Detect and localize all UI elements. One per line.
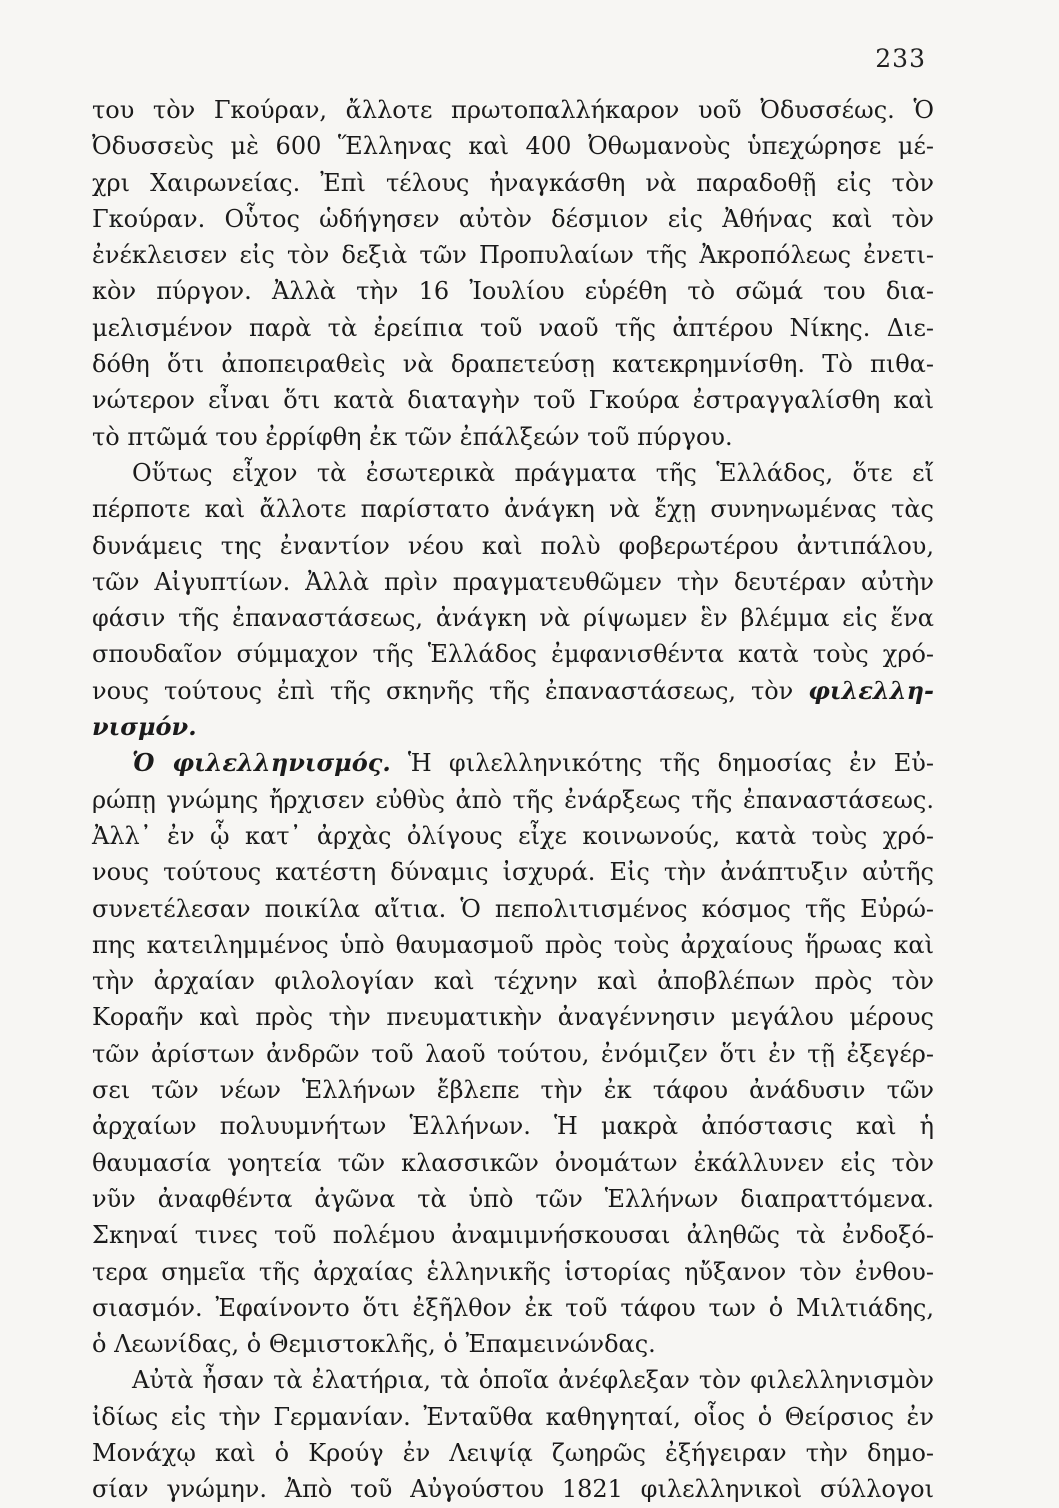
text-line: πης κατειλημμένος ὑπὸ θαυμασμοῦ πρὸς τοὺς ἀρχαίους ἥρωας καὶ bbox=[92, 930, 934, 959]
text-line: τῶν Αἰγυπτίων. Ἀλλὰ πρὶν πραγματευθῶμεν τὴν δευτέραν αὐτὴν bbox=[92, 567, 934, 596]
text-line: χρι Χαιρωνείας. Ἐπὶ τέλους ἠναγκάσθη νὰ παραδοθῇ εἰς τὸν bbox=[92, 168, 934, 197]
text-line bbox=[92, 709, 934, 745]
text-line: ἰδίως εἰς τὴν Γερμανίαν. Ἐνταῦθα καθηγηταί, οἷος ὁ Θείρσιος ἐν bbox=[92, 1402, 934, 1431]
text-line: τὴν ἀρχαίαν φιλολογίαν καὶ τέχνην καὶ ἀποβλέπων πρὸς τὸν bbox=[92, 967, 934, 996]
text-line: νῦν ἀναφθέντα ἀγῶνα τὰ ὑπὸ τῶν Ἑλλήνων διαπραττόμενα. bbox=[92, 1184, 934, 1213]
text-line: Ὀδυσσεὺς μὲ 600 Ἕλληνας καὶ 400 Ὀθωμανοὺς ὑπεχώρησε μέ- bbox=[92, 132, 934, 161]
text-line: Μονάχῳ καὶ ὁ Κρούγ ἐν Λειψίᾳ ζωηρῶς ἐξήγειραν τὴν δημο- bbox=[92, 1438, 934, 1467]
text-line: σιασμόν. Ἐφαίνοντο ὅτι ἐξῆλθον ἐκ τοῦ τάφου των ὁ Μιλτιάδης, bbox=[92, 1293, 934, 1322]
text-line: σπουδαῖον σύμμαχον τῆς Ἑλλάδος ἐμφανισθέντα κατὰ τοὺς χρό- bbox=[92, 640, 934, 669]
emphasized-term: φιλελλη- bbox=[808, 675, 934, 705]
text-line: Γκούραν. Οὗτος ὡδήγησεν αὐτὸν δέσμιον εἰς Ἀθήνας καὶ τὸν bbox=[92, 204, 934, 233]
text-line-with-emphasis bbox=[92, 673, 934, 709]
text-line: φάσιν τῆς ἐπαναστάσεως, ἀνάγκη νὰ ρίψωμεν ἓν βλέμμα εἰς ἕνα bbox=[92, 604, 934, 633]
text-line: δόθη ὅτι ἀποπειραθεὶς νὰ δραπετεύσῃ κατεκρημνίσθη. Τὸ πιθα- bbox=[92, 350, 934, 379]
text-line: νώτερον εἶναι ὅτι κατὰ διαταγὴν τοῦ Γκούρα ἐστραγγαλίσθη καὶ bbox=[92, 386, 934, 415]
section-heading-line bbox=[92, 745, 934, 781]
text-line: νους τούτους κατέστη δύναμις ἰσχυρά. Εἰς τὴν ἀνάπτυξιν αὐτῆς bbox=[92, 858, 934, 887]
text-line: τῶν ἀρίστων ἀνδρῶν τοῦ λαοῦ τούτου, ἐνόμιζεν ὅτι ἐν τῇ ἐξεγέρ- bbox=[92, 1039, 934, 1068]
text-line: σίαν γνώμην. Ἀπὸ τοῦ Αὐγούστου 1821 φιλελληνικοὶ σύλλογοι bbox=[92, 1475, 934, 1504]
text-line: συνετέλεσαν ποικίλα αἴτια. Ὁ πεπολιτισμένος κόσμος τῆς Εὐρώ- bbox=[92, 894, 934, 923]
text-line: Κοραῆν καὶ πρὸς τὴν πνευματικὴν ἀναγέννησιν μεγάλου μέρους bbox=[92, 1003, 934, 1032]
text-line: μελισμένον παρὰ τὰ ἐρείπια τοῦ ναοῦ τῆς ἀπτέρου Νίκης. Διε- bbox=[92, 313, 934, 342]
text-line: του τὸν Γκούραν, ἄλλοτε πρωτοπαλλήκαρον υοῦ Ὀδυσσέως. Ὁ bbox=[92, 96, 934, 124]
text-line: Σκηναί τινες τοῦ πολέμου ἀναμιμνήσκουσαι ἀληθῶς τὰ ἐνδοξό- bbox=[92, 1221, 934, 1250]
text-segment: Ἡ φιλελληνικότης τῆς δημοσίας ἐν Εὐ- bbox=[407, 749, 935, 778]
text-line: ἀρχαίων πολυυμνήτων Ἑλλήνων. Ἡ μακρὰ ἀπόστασις καὶ ἡ bbox=[92, 1112, 934, 1141]
text-line: κὸν πύργον. Ἀλλὰ τὴν 16 Ἰουλίου εὑρέθη τὸ σῶμά του δια- bbox=[92, 277, 934, 306]
text-line: ὁ Λεωνίδας, ὁ Θεμιστοκλῆς, ὁ Ἐπαμεινώνδας. bbox=[92, 1330, 656, 1359]
text-line: ρώπῃ γνώμης ἤρχισεν εὐθὺς ἀπὸ τῆς ἐνάρξεως τῆς ἐπαναστάσεως. bbox=[92, 785, 934, 814]
text-line: σει τῶν νέων Ἑλλήνων ἔβλεπε τὴν ἐκ τάφου ἀνάδυσιν τῶν bbox=[92, 1076, 934, 1105]
text-line: Αὐτὰ ἦσαν τὰ ἐλατήρια, τὰ ὁποῖα ἀνέφλεξαν τὸν φιλελληνισμὸν bbox=[132, 1366, 934, 1395]
text-line: θαυμασία γοητεία τῶν κλασσικῶν ὀνομάτων ἐκάλλυνεν εἰς τὸν bbox=[92, 1148, 934, 1177]
section-heading: Ὁ φιλελληνισμός. bbox=[132, 748, 391, 778]
text-line: τερα σημεῖα τῆς ἀρχαίας ἑλληνικῆς ἱστορίας ηὔξανον τὸν ἐνθου- bbox=[92, 1257, 934, 1286]
text-line: Ἀλλ᾽ ἐν ᾧ κατ᾽ ἀρχὰς ὀλίγους εἶχε κοινωνούς, κατὰ τοὺς χρό- bbox=[92, 821, 934, 850]
text-line: τὸ πτῶμά του ἐρρίφθη ἐκ τῶν ἐπάλξεών τοῦ πύργου. bbox=[92, 422, 733, 451]
text-line: πέρποτε καὶ ἄλλοτε παρίστατο ἀνάγκη νὰ ἔχῃ συνηνωμένας τὰς bbox=[92, 495, 934, 524]
text-segment: νους τούτους ἐπὶ τῆς σκηνῆς τῆς ἐπαναστάσεως, τὸν bbox=[92, 676, 794, 705]
text-line: ἐνέκλεισεν εἰς τὸν δεξιὰ τῶν Προπυλαίων τῆς Ἀκροπόλεως ἐνετι- bbox=[92, 241, 934, 270]
text-line: Οὕτως εἶχον τὰ ἐσωτερικὰ πράγματα τῆς Ἑλλάδος, ὅτε εἴ bbox=[132, 458, 934, 487]
text-line: δυνάμεις της ἐναντίον νέου καὶ πολὺ φοβερωτέρου ἀντιπάλου, bbox=[92, 531, 934, 560]
page-number: 233 bbox=[875, 44, 926, 73]
emphasized-term: νισμόν. bbox=[92, 712, 197, 742]
body-text bbox=[92, 92, 934, 1508]
